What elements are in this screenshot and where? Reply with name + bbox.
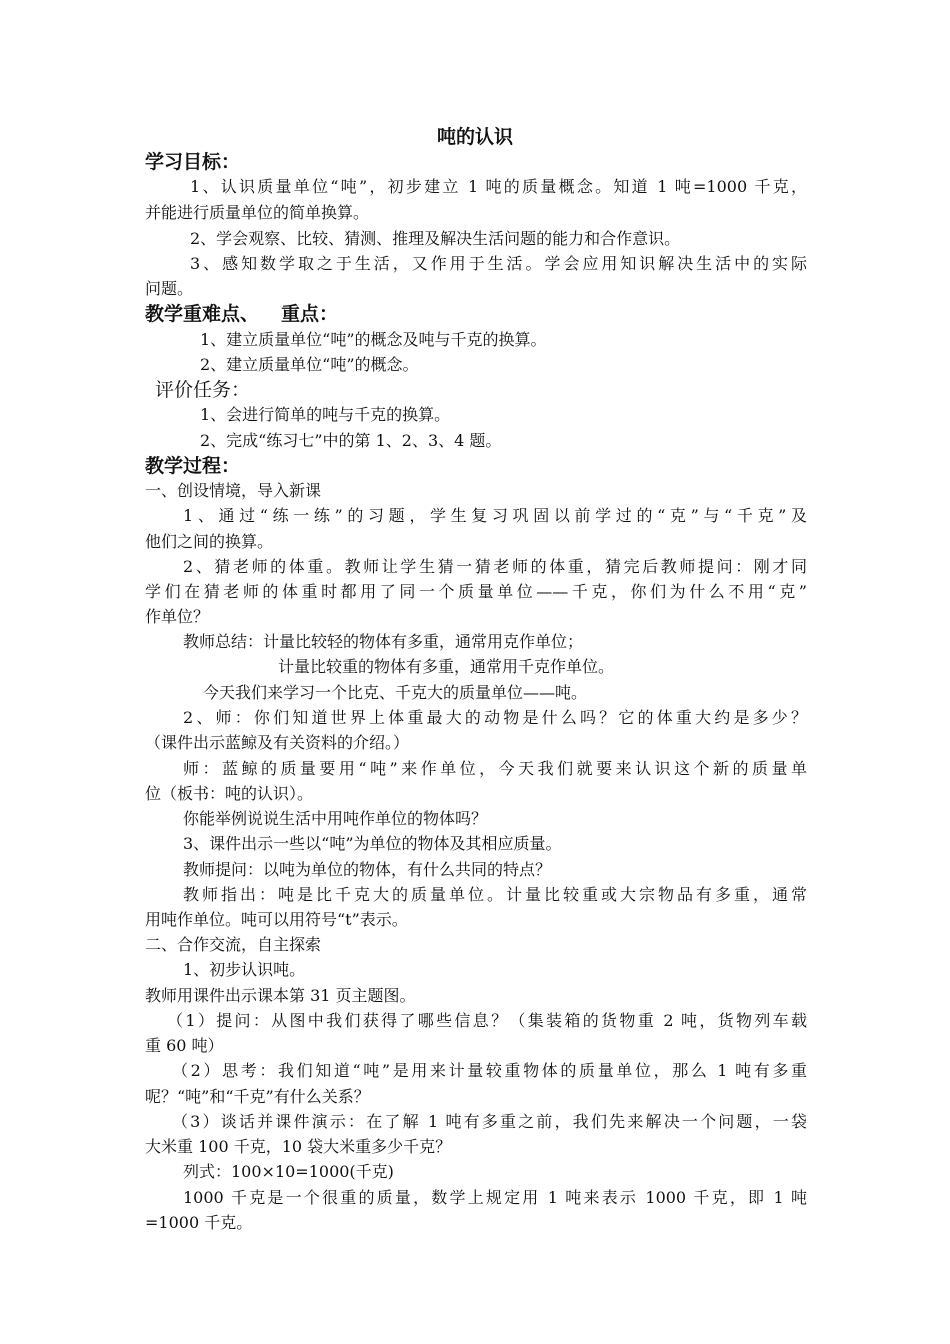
key-point-line: 2、建立质量单位“吨”的概念。 — [200, 355, 419, 374]
process-line: 教师用课件出示课本第 31 页主题图。 — [145, 986, 416, 1005]
process-line: 1000 千克是一个很重的质量，数学上规定用 1 吨来表示 1000 千克，即 1 吨 — [183, 1188, 807, 1207]
process-line: 1、通过“练一练”的习题，学生复习巩固以前学过的“克”与“千克”及 — [183, 506, 807, 525]
process-line: （1）提问：从图中我们获得了哪些信息？（集装箱的货物重 2 吨，货物列车载 — [167, 1011, 807, 1030]
objective-line: 3、感知数学取之于生活，又作用于生活。学会应用知识解决生活中的实际 — [190, 254, 807, 273]
process-line: 3、课件出示一些以“吨”为单位的物体及其相应质量。 — [183, 834, 562, 853]
process-line: =1000 千克。 — [145, 1213, 253, 1232]
process-line: 大米重 100 千克，10 袋大米重多少千克？ — [145, 1137, 452, 1156]
process-line: 位（板书：吨的认识）。 — [145, 784, 314, 803]
process-line: 他们之间的换算。 — [145, 532, 274, 551]
objective-line: 1、认识质量单位“吨”，初步建立 1 吨的质量概念。知道 1 吨=1000 千克， — [190, 177, 807, 196]
process-line: 列式：100×10=1000(千克) — [183, 1162, 394, 1181]
evaluation-heading: 评价任务： — [155, 379, 251, 401]
process-line: 作单位？ — [145, 607, 210, 626]
key-point-line: 1、建立质量单位“吨”的概念及吨与千克的换算。 — [200, 330, 547, 349]
objectives-heading: 学习目标： — [145, 151, 241, 173]
key-points-heading-b: 重点： — [281, 303, 339, 325]
process-line: 2、师：你们知道世界上体重最大的动物是什么吗？它的体重大约是多少？ — [183, 708, 807, 727]
evaluation-line: 1、会进行简单的吨与千克的换算。 — [200, 405, 451, 424]
evaluation-line: 2、完成“练习七”中的第 1、2、3、4 题。 — [200, 431, 502, 450]
process-line: 1、初步认识吨。 — [183, 960, 306, 979]
process-line: 计量比较重的物体有多重，通常用千克作单位。 — [278, 657, 615, 676]
process-heading: 教学过程： — [145, 455, 241, 477]
process-line: 2、猜老师的体重。教师让学生猜一猜老师的体重，猜完后教师提问：刚才同 — [183, 557, 807, 576]
process-line: （3）谈话并课件演示：在了解 1 吨有多重之前，我们先来解决一个问题，一袋 — [172, 1112, 807, 1131]
page-title: 吨的认识 — [436, 126, 513, 148]
process-line: （2）思考：我们知道“吨”是用来计量较重物体的质量单位，那么 1 吨有多重 — [172, 1061, 807, 1080]
objective-line: 问题。 — [145, 279, 194, 298]
process-line: 教师指出：吨是比千克大的质量单位。计量比较重或大宗物品有多重，通常 — [183, 885, 807, 904]
process-line: 用吨作单位。吨可以用符号“t”表示。 — [145, 910, 408, 929]
process-line: 一、创设情境，导入新课 — [145, 481, 322, 500]
objective-line: 并能进行质量单位的简单换算。 — [145, 203, 370, 222]
process-line: （课件出示蓝鲸及有关资料的介绍。） — [145, 733, 410, 752]
process-line: 教师提问：以吨为单位的物体，有什么共同的特点？ — [183, 860, 552, 879]
process-line: 师：蓝鲸的质量要用“吨”来作单位，今天我们就要来认识这个新的质量单 — [183, 759, 807, 778]
process-line: 今天我们来学习一个比克、千克大的质量单位——吨。 — [203, 683, 588, 702]
key-points-heading — [145, 301, 338, 327]
process-line: 你能举例说说生活中用吨作单位的物体吗？ — [183, 809, 488, 828]
process-line: 教师总结：计量比较轻的物体有多重，通常用克作单位； — [183, 632, 584, 651]
process-line: 二、合作交流，自主探索 — [145, 935, 322, 954]
process-line: 重 60 吨） — [145, 1036, 224, 1055]
process-line: 呢？“吨”和“千克”有什么关系？ — [145, 1087, 370, 1106]
objective-line: 2、学会观察、比较、猜测、推理及解决生活问题的能力和合作意识。 — [190, 229, 681, 248]
key-points-heading-a: 教学重难点、 — [145, 303, 260, 325]
process-line: 学们在猜老师的体重时都用了同一个质量单位——千克，你们为什么不用“克” — [145, 582, 807, 601]
